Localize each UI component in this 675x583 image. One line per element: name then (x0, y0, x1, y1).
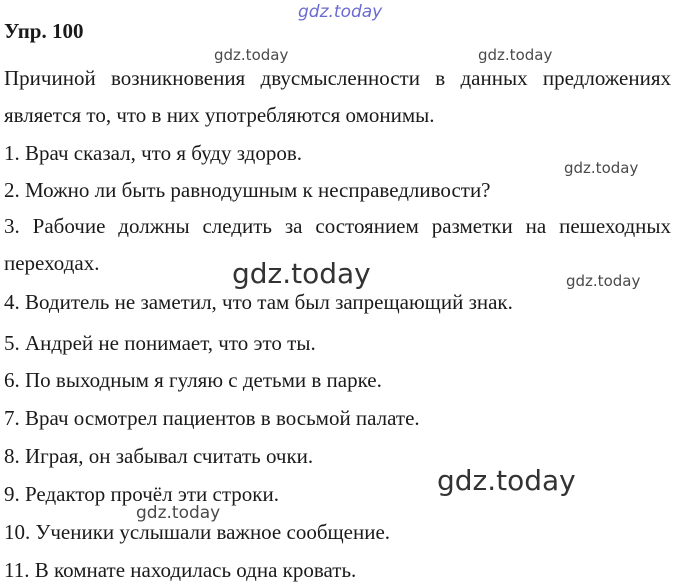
sentence-2: 2. Можно ли быть равнодушным к несправедливости? (4, 178, 491, 202)
sentence-5: 5. Андрей не понимает, что это ты. (4, 331, 316, 355)
sentence-3: 3. Рабочие должны следить за состоянием разметки на пешеходных переходах. (4, 214, 671, 275)
intro-paragraph: Причиной возникновения двусмысленности в данных предложениях является то, что в них употребляются омонимы. (4, 66, 671, 127)
sentence-7: 7. Врач осмотрел пациентов в восьмой палате. (4, 406, 420, 430)
sentence-6: 6. По выходным я гуляю с детьми в парке. (4, 368, 382, 392)
sentence-8: 8. Играя, он забывал считать очки. (4, 444, 314, 468)
sentence-1: 1. Врач сказал, что я буду здоров. (4, 141, 302, 165)
sentence-10: 10. Ученики услышали важное сообщение. (4, 520, 391, 544)
watermark-1: gdz.today (214, 46, 289, 64)
watermark-5: gdz.today (566, 272, 641, 290)
watermark-3: gdz.today (564, 159, 639, 177)
watermark-7: gdz.today (136, 503, 221, 523)
sentence-4: 4. Водитель не заметил, что там был запрещающий знак. (4, 290, 513, 314)
sentence-9: 9. Редактор прочёл эти строки. (4, 482, 279, 506)
sentence-11: 11. В комнате находилась одна кровать. (4, 558, 357, 582)
watermark-4: gdz.today (232, 257, 371, 290)
watermark-2: gdz.today (478, 46, 553, 64)
watermark-6: gdz.today (437, 464, 576, 497)
exercise-title: Упр. 100 (4, 19, 84, 43)
watermark-top: gdz.today (298, 2, 383, 22)
